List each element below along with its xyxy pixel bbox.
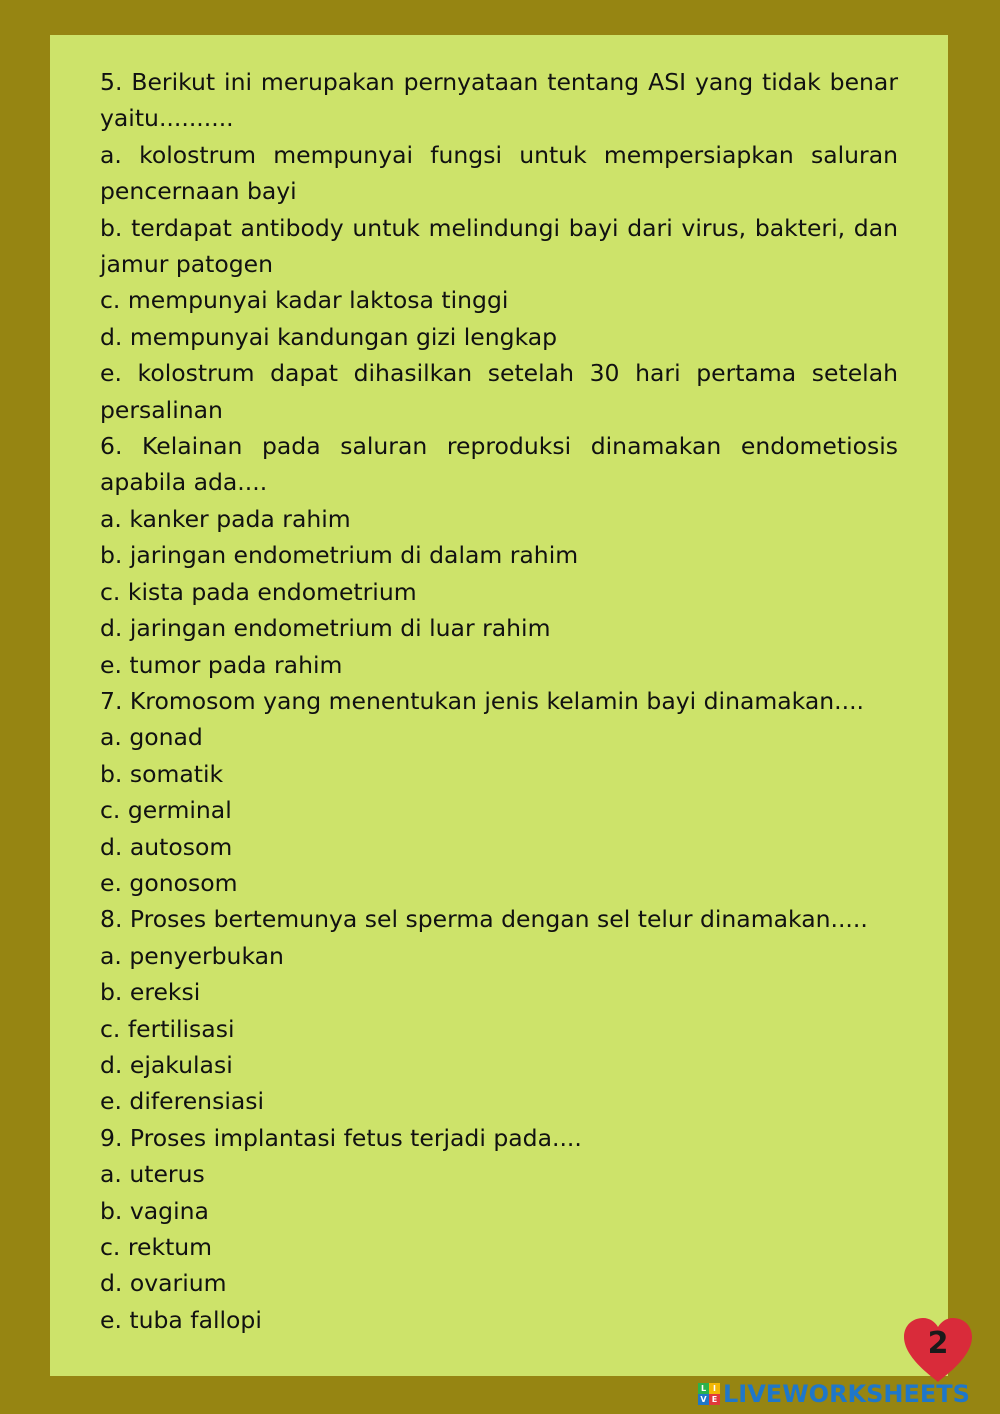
- option-9c: c. rektum: [100, 1233, 213, 1261]
- option-5e: e. kolostrum dapat dihasilkan setelah 30 hari pertama setelah persalinan: [100, 359, 898, 424]
- option-7e: e. gonosom: [100, 868, 238, 897]
- liveworksheets-branding: [698, 1378, 970, 1410]
- liveworksheets-wordmark: LIVEWORKSHEETS: [723, 1380, 970, 1408]
- option-7b: b. somatik: [100, 759, 224, 788]
- question-9: 9. Proses implantasi fetus terjadi pada....: [100, 1123, 582, 1152]
- option-5c: c. mempunyai kadar laktosa tinggi: [100, 286, 509, 315]
- option-5a: a. kolostrum mempunyai fungsi untuk mempersiapkan saluran pencernaan bayi: [100, 140, 898, 206]
- option-6c: c. kista pada endometrium: [100, 577, 417, 606]
- logo-letter-i: I: [709, 1383, 720, 1394]
- page-number-heart: [900, 1316, 976, 1384]
- page-number: 2: [927, 1326, 949, 1361]
- logo-letter-e: E: [709, 1394, 720, 1405]
- logo-letter-l: L: [698, 1383, 709, 1394]
- option-7c: c. germinal: [100, 796, 232, 825]
- option-5b: b. terdapat antibody untuk melindungi bayi dari virus, bakteri, dan jamur patogen: [100, 213, 898, 279]
- option-6a: a. kanker pada rahim: [100, 504, 351, 533]
- option-8c: c. fertilisasi: [100, 1014, 235, 1043]
- worksheet-content: [100, 64, 898, 1338]
- option-6e: e. tumor pada rahim: [100, 650, 343, 679]
- option-6b: b. jaringan endometrium di dalam rahim: [100, 541, 579, 570]
- option-6d: d. jaringan endometrium di luar rahim: [100, 614, 551, 643]
- option-9d: d. ovarium: [100, 1269, 227, 1298]
- option-8b: b. ereksi: [100, 978, 201, 1007]
- question-6: 6. Kelainan pada saluran reproduksi dinamakan endometiosis apabila ada....: [100, 432, 898, 497]
- option-9e: e. tuba fallopi: [100, 1305, 262, 1334]
- option-7a: a. gonad: [100, 723, 203, 752]
- question-8: 8. Proses bertemunya sel sperma dengan sel telur dinamakan.....: [100, 905, 868, 934]
- option-7d: d. autosom: [100, 832, 233, 861]
- worksheet-page: [50, 35, 948, 1376]
- question-5: 5. Berikut ini merupakan pernyataan tentang ASI yang tidak benar yaitu..........: [100, 68, 898, 133]
- option-8a: a. penyerbukan: [100, 941, 284, 970]
- option-8d: d. ejakulasi: [100, 1050, 233, 1079]
- option-9b: b. vagina: [100, 1196, 209, 1225]
- liveworksheets-logo-icon: [698, 1383, 720, 1405]
- option-5d: d. mempunyai kandungan gizi lengkap: [100, 322, 558, 351]
- option-8e: e. diferensiasi: [100, 1087, 265, 1116]
- option-9a: a. uterus: [100, 1160, 205, 1189]
- logo-letter-v: V: [698, 1394, 709, 1405]
- question-7: 7. Kromosom yang menentukan jenis kelamin bayi dinamakan....: [100, 686, 865, 715]
